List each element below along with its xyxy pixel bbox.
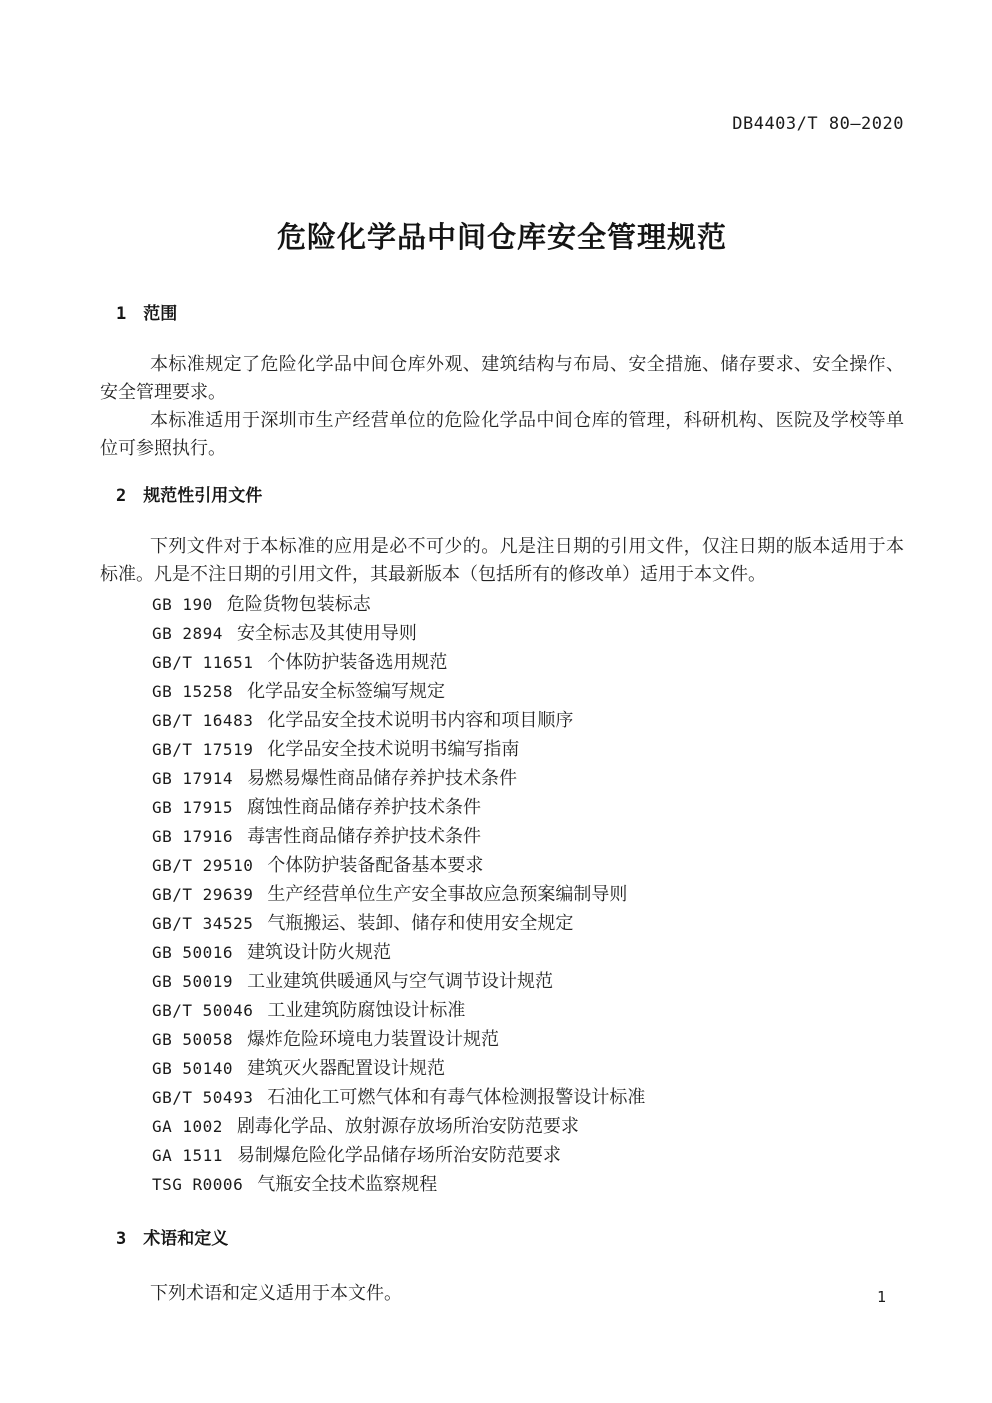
reference-code: GB/T 29639 xyxy=(152,885,254,904)
section-terms-definitions xyxy=(100,1227,904,1307)
reference-code: GB 190 xyxy=(152,595,213,614)
reference-title: 毒害性商品储存养护技术条件 xyxy=(247,826,482,846)
reference-title: 建筑设计防火规范 xyxy=(247,942,392,962)
section-title: 规范性引用文件 xyxy=(143,486,263,505)
reference-item xyxy=(152,619,904,648)
reference-list xyxy=(100,590,904,1199)
reference-item xyxy=(152,967,904,996)
section-heading-references xyxy=(100,484,904,508)
reference-title: 个体防护装备选用规范 xyxy=(267,652,448,672)
reference-code: GB/T 11651 xyxy=(152,653,254,672)
reference-item xyxy=(152,938,904,967)
reference-code: GB/T 29510 xyxy=(152,856,254,875)
reference-item xyxy=(152,764,904,793)
doc-code: DB4403/T 80—2020 xyxy=(732,114,904,134)
reference-item xyxy=(152,880,904,909)
reference-code: GB/T 50493 xyxy=(152,1088,254,1107)
reference-title: 工业建筑防腐蚀设计标准 xyxy=(267,1000,466,1020)
paragraph-terms-intro: 下列术语和定义适用于本文件。 xyxy=(150,1283,402,1303)
reference-title: 爆炸危险环境电力装置设计规范 xyxy=(247,1029,500,1049)
section-number: 1 xyxy=(116,304,127,324)
reference-item xyxy=(152,1170,904,1199)
reference-item xyxy=(152,735,904,764)
reference-item xyxy=(152,1083,904,1112)
reference-item xyxy=(152,996,904,1025)
reference-code: TSG R0006 xyxy=(152,1175,244,1194)
reference-item xyxy=(152,590,904,619)
page-number: 1 xyxy=(876,1288,886,1306)
reference-code: GB 17915 xyxy=(152,798,234,817)
reference-title: 气瓶搬运、装卸、储存和使用安全规定 xyxy=(267,913,574,933)
reference-title: 化学品安全标签编写规定 xyxy=(247,681,446,701)
section-number: 2 xyxy=(116,486,127,506)
reference-code: GA 1511 xyxy=(152,1146,223,1165)
section-heading-terms xyxy=(100,1227,904,1251)
section-heading-scope xyxy=(100,302,904,326)
reference-code: GB/T 16483 xyxy=(152,711,254,730)
reference-item xyxy=(152,706,904,735)
section-scope xyxy=(100,302,904,462)
reference-code: GB 50019 xyxy=(152,972,234,991)
section-normative-references xyxy=(100,484,904,1199)
reference-code: GB 50016 xyxy=(152,943,234,962)
reference-title: 易燃易爆性商品储存养护技术条件 xyxy=(247,768,518,788)
reference-item xyxy=(152,677,904,706)
reference-code: GB 50140 xyxy=(152,1059,234,1078)
reference-item xyxy=(152,1054,904,1083)
reference-code: GB 17914 xyxy=(152,769,234,788)
reference-code: GA 1002 xyxy=(152,1117,223,1136)
reference-title: 易制爆危险化学品储存场所治安防范要求 xyxy=(236,1145,561,1165)
reference-title: 建筑灭火器配置设计规范 xyxy=(247,1058,446,1078)
reference-title: 化学品安全技术说明书内容和项目顺序 xyxy=(267,710,574,730)
section-title: 术语和定义 xyxy=(143,1229,229,1248)
reference-item xyxy=(152,851,904,880)
reference-title: 安全标志及其使用导则 xyxy=(236,623,417,643)
reference-title: 危险货物包装标志 xyxy=(226,594,371,614)
paragraph-scope-2: 本标准适用于深圳市生产经营单位的危险化学品中间仓库的管理，科研机构、医院及学校等单位可参照执行。 xyxy=(100,410,904,458)
reference-title: 腐蚀性商品储存养护技术条件 xyxy=(247,797,482,817)
reference-code: GB 50058 xyxy=(152,1030,234,1049)
doc-title: 危险化学品中间仓库安全管理规范 xyxy=(276,222,727,254)
reference-title: 个体防护装备配备基本要求 xyxy=(267,855,484,875)
reference-item xyxy=(152,1025,904,1054)
reference-code: GB 17916 xyxy=(152,827,234,846)
reference-item xyxy=(152,793,904,822)
reference-item xyxy=(152,909,904,938)
reference-title: 剧毒化学品、放射源存放场所治安防范要求 xyxy=(236,1116,579,1136)
reference-title: 气瓶安全技术监察规程 xyxy=(257,1174,438,1194)
reference-code: GB 2894 xyxy=(152,624,223,643)
reference-code: GB/T 34525 xyxy=(152,914,254,933)
section-number: 3 xyxy=(116,1229,127,1249)
reference-code: GB/T 17519 xyxy=(152,740,254,759)
reference-title: 工业建筑供暖通风与空气调节设计规范 xyxy=(247,971,554,991)
reference-code: GB/T 50046 xyxy=(152,1001,254,1020)
reference-code: GB 15258 xyxy=(152,682,234,701)
reference-title: 生产经营单位生产安全事故应急预案编制导则 xyxy=(267,884,628,904)
reference-item xyxy=(152,648,904,677)
reference-item xyxy=(152,1141,904,1170)
reference-item xyxy=(152,822,904,851)
paragraph-scope-1: 本标准规定了危险化学品中间仓库外观、建筑结构与布局、安全措施、储存要求、安全操作、安全管理要求。 xyxy=(100,354,904,402)
reference-title: 石油化工可燃气体和有毒气体检测报警设计标准 xyxy=(267,1087,646,1107)
reference-title: 化学品安全技术说明书编写指南 xyxy=(267,739,520,759)
section-title: 范围 xyxy=(143,304,178,323)
paragraph-references-intro: 下列文件对于本标准的应用是必不可少的。凡是注日期的引用文件，仅注日期的版本适用于本标准。凡是不注日期的引用文件，其最新版本（包括所有的修改单）适用于本文件。 xyxy=(100,536,904,584)
reference-item xyxy=(152,1112,904,1141)
